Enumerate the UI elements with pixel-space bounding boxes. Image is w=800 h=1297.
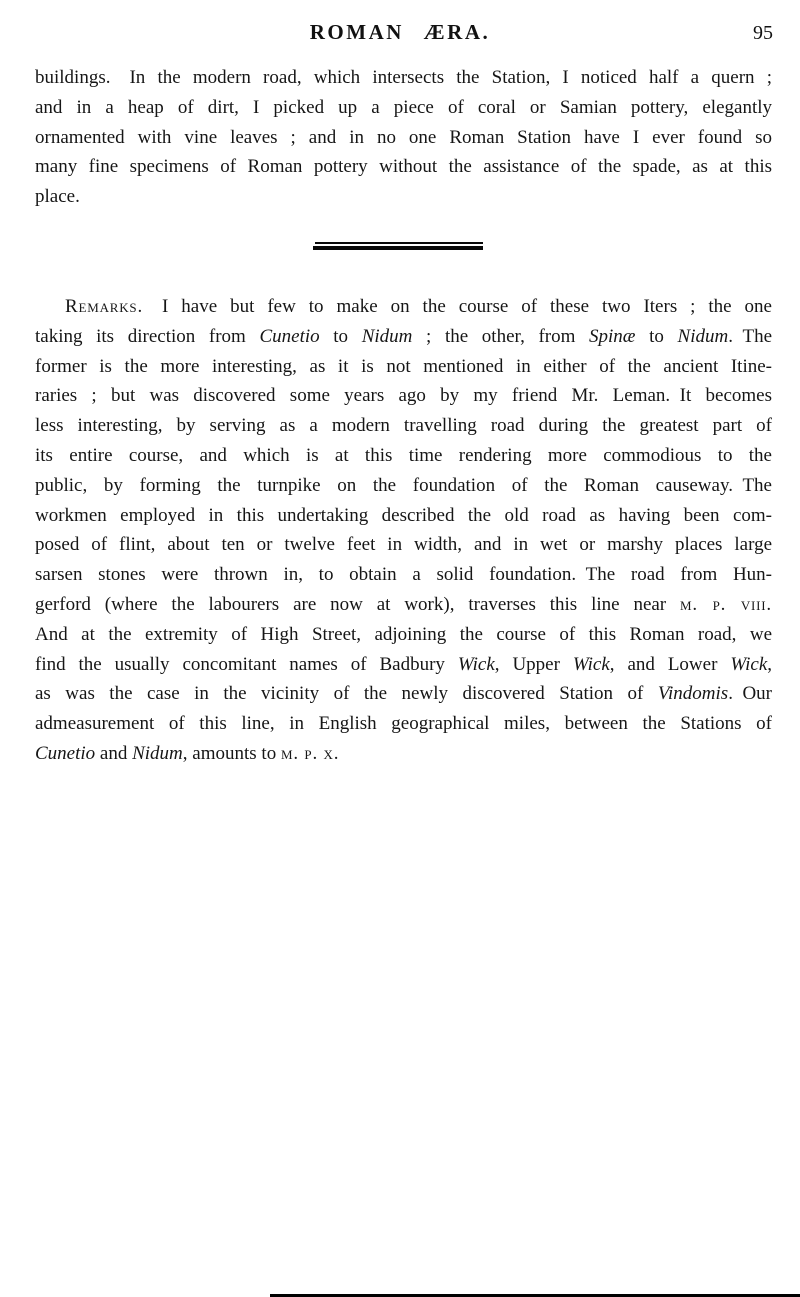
italic-text: Cunetio [35,742,96,764]
text-segment: posed of flint, about ten or twelve feet in width, and in wet or marshy places large [35,534,772,556]
text-segment: ornamented with vine leaves ; and in no one Roman Station have I ever found so [35,126,772,148]
text-line [35,590,772,620]
text-segment: taking its direction from [35,325,260,347]
text-segment: sarsen stones were thrown in, to obtain a solid foundation. The road from Hun- [35,564,772,586]
text-segment: and in a heap of dirt, I picked up a piece of coral or Samian pottery, elegantly [35,96,772,118]
text-line [35,620,772,650]
text-line [35,123,772,153]
text-line [35,739,772,769]
text-segment: to [319,325,362,347]
text-segment: as was the case in the vicinity of the newly discovered Station of [35,683,658,705]
text-segment: I have but few to make on the course of these two Iters ; the one [143,296,772,317]
italic-text: Spinæ [589,325,636,347]
text-segment: And at the extremity of High Street, adjoining the course of this Roman road, we [35,623,772,645]
text-segment: . The [728,325,773,347]
text-line [35,93,772,123]
text-line [35,352,772,382]
divider-thin-rule [315,242,483,244]
divider-thick-rule [313,246,483,250]
section-divider-rule [313,242,483,250]
text-line [35,650,772,680]
text-segment: less interesting, by serving as a modern travelling road during the greatest part of [35,415,772,437]
text-line [35,182,772,212]
smallcaps-text: m. p. viii. [680,593,772,615]
text-segment: , and Lower [609,653,731,675]
text-segment: , [767,653,773,675]
text-line [35,322,772,352]
remarks-paragraph [35,292,772,769]
text-segment: gerford (where the labourers are now at work), traverses this line near [35,593,681,615]
italic-text: Nidum [677,325,729,347]
text-segment: its entire course, and which is at this time rendering more commodious to the [35,444,772,466]
text-line [35,152,772,182]
text-segment: former is the more interesting, as it is not mentioned in either of the ancient Itine- [35,355,772,377]
text-line [35,560,772,590]
italic-text: Wick [457,653,495,675]
text-segment: admeasurement of this line, in English geographical miles, between the Stations of [35,713,772,735]
text-segment: to [635,325,678,347]
italic-text: Wick [572,653,610,675]
page-number: 95 [753,22,773,44]
text-segment: buildings. In the modern road, which intersects the Station, I noticed half a quern ; [35,67,772,88]
text-line [35,501,772,531]
text-line [35,471,772,501]
smallcaps-text: Remarks. [65,296,143,317]
text-line [35,679,772,709]
text-line [35,292,772,322]
text-segment: and [95,742,133,764]
smallcaps-text: m. p. x. [280,742,340,764]
text-segment: , Upper [494,653,573,675]
text-line [35,530,772,560]
text-line [35,411,772,441]
italic-text: Nidum [132,742,183,764]
text-segment: . Our [728,683,772,705]
text-line [35,441,772,471]
text-line [35,63,772,93]
running-title: ROMAN ÆRA. [309,20,491,44]
text-segment: raries ; but was discovered some years ago by my friend Mr. Leman. It becomes [35,385,772,407]
paragraph-continuation [35,63,772,212]
text-segment: many fine specimens of Roman pottery without the assistance of the spade, as at this [35,156,772,178]
text-segment: ; the other, from [412,325,590,347]
italic-text: Cunetio [259,325,320,347]
italic-text: Nidum [361,325,413,347]
text-line [35,709,772,739]
italic-text: Wick [730,653,768,675]
text-segment: workmen employed in this undertaking described the old road as having been com- [35,504,772,526]
text-segment: find the usually concomitant names of Badbury [35,653,458,675]
text-line [35,381,772,411]
text-segment: place. [35,186,80,208]
text-segment: public, by forming the turnpike on the foundation of the Roman causeway. The [35,474,772,496]
text-segment: , amounts to [182,742,281,764]
italic-text: Vindomis [657,683,729,705]
